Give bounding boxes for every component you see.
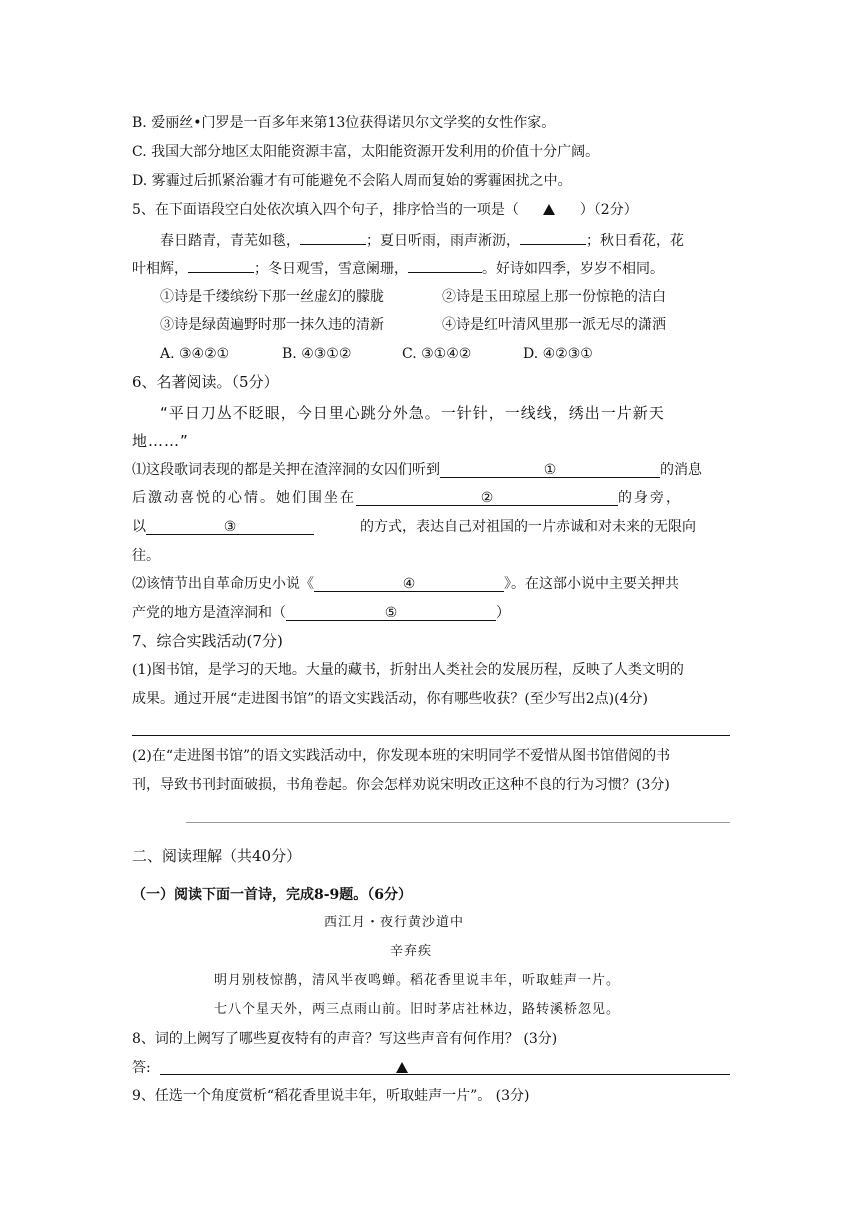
q6-blank-1[interactable]: ① xyxy=(440,463,660,478)
q5-choice-d: D. ④②③① xyxy=(523,346,593,362)
q5-paragraph-line2: 叶相辉， ；冬日观雪，雪意阑珊， 。好诗如四季，岁岁不相同。 xyxy=(132,258,664,279)
q6-p1-line3: 以 ③ 的方式，表达自己对祖国的一片赤诚和对未来的无限向 xyxy=(132,519,696,535)
poem-author: 辛弃疾 xyxy=(390,944,433,959)
q7-p2-line2: 刊，导致书刊封面破损，书角卷起。你会怎样劝说宋明改正这种不良的行为习惯？(3分) xyxy=(132,777,670,793)
q6-p1-line1: ⑴这段歌词表现的都是关押在渣滓洞的女囚们听到 ① 的消息 xyxy=(132,462,702,478)
q5-paragraph-line1: 春日踏青，青芜如毯， ；夏日听雨，雨声淅沥， ；秋日看花，花 xyxy=(160,230,684,251)
q5-blank[interactable] xyxy=(520,230,586,245)
q6-lyric-line2: 地……” xyxy=(132,432,189,450)
q9-stem: 9、任选一个角度赏析“稻花香里说丰年，听取蛙声一片”。 (3分) xyxy=(132,1088,530,1104)
q5-stem: 5、在下面语段空白处依次填入四个句子，排序恰当的一项是（ ）（2分） xyxy=(132,202,638,218)
q5-blank[interactable] xyxy=(408,258,482,273)
q6-p1-line4: 往。 xyxy=(132,548,160,564)
q5-sentence-2: ②诗是玉田琼屋上那一份惊艳的洁白 xyxy=(442,289,666,305)
q5-choice-b: B. ④③①② xyxy=(282,346,352,362)
answer-triangle-icon xyxy=(543,204,555,215)
q8-stem: 8、词的上阙写了哪些夏夜特有的声音？写这些声音有何作用？ (3分) xyxy=(132,1031,558,1047)
q7-answer-line-2[interactable] xyxy=(186,822,730,823)
option-c: C. 我国大部分地区太阳能资源丰富，太阳能资源开发利用的价值十分广阔。 xyxy=(132,144,600,160)
q5-choice-a: A. ③④②① xyxy=(160,346,230,362)
q6-blank-4[interactable]: ④ xyxy=(314,577,504,592)
q8-answer-line[interactable] xyxy=(160,1074,730,1075)
q8-answer-label: 答: xyxy=(132,1060,151,1076)
q5-sentence-4: ④诗是红叶清风里那一派无尽的潇洒 xyxy=(442,317,666,333)
q6-blank-5[interactable]: ⑤ xyxy=(286,606,496,621)
q5-blank[interactable] xyxy=(188,258,254,273)
q6-blank-2[interactable]: ② xyxy=(356,491,618,506)
q6-p1-line2: 后激动喜悦的心情。她们围坐在 ② 的身旁， xyxy=(132,490,682,506)
poem-line-2: 七八个星天外，两三点雨山前。旧时茅店社林边，路转溪桥忽见。 xyxy=(214,1002,621,1017)
q6-lyric-line1: “平日刀丛不眨眼，今日里心跳分外急。一针针，一线线，绣出一片新天 xyxy=(160,404,665,422)
q5-choice-c: C. ③①④② xyxy=(402,346,472,362)
q7-title: 7、综合实践活动(7分) xyxy=(132,632,283,650)
q7-p1-line1: (1)图书馆，是学习的天地。大量的藏书，折射出人类社会的发展历程，反映了人类文明的 xyxy=(132,662,684,678)
q6-p2-line1: ⑵该情节出自革命历史小说《 ④ 》。在这部小说中主要关押共 xyxy=(132,576,679,592)
q7-p2-line1: (2)在“走进图书馆”的语文实践活动中，你发现本班的宋明同学不爱惜从图书馆借阅的书 xyxy=(132,748,671,764)
q5-blank[interactable] xyxy=(300,230,366,245)
section-2-title: 二、阅读理解（共40分） xyxy=(132,847,302,865)
option-d: D. 雾霾过后抓紧治霾才有可能避免不会陷人周而复始的雾霾困扰之中。 xyxy=(132,173,572,189)
answer-triangle-icon xyxy=(396,1062,408,1073)
q7-p1-line2: 成果。通过开展“走进图书馆”的语文实践活动，你有哪些收获？(至少写出2点)(4分) xyxy=(132,691,648,707)
q6-title: 6、名著阅读。（5分） xyxy=(132,373,279,391)
option-b: B. 爱丽丝•门罗是一百多年来第13位获得诺贝尔文学奖的女性作家。 xyxy=(132,115,556,131)
q5-sentence-3: ③诗是绿茵遍野时那一抹久违的清新 xyxy=(160,317,384,333)
q6-p2-line2: 产党的地方是渣滓洞和（ ⑤ ） xyxy=(132,605,510,621)
poem-line-1: 明月别枝惊鹊，清风半夜鸣蝉。稻花香里说丰年，听取蛙声一片。 xyxy=(214,973,621,988)
poem-title: 西江月・夜行黄沙道中 xyxy=(324,915,465,930)
part-1-instructions: （一）阅读下面一首诗，完成8-9题。（6分） xyxy=(132,887,413,903)
q7-answer-line-1[interactable] xyxy=(132,735,730,736)
q5-sentence-1: ①诗是千缕缤纷下那一丝虚幻的朦胧 xyxy=(160,289,384,305)
q6-blank-3[interactable]: ③ xyxy=(146,520,314,535)
